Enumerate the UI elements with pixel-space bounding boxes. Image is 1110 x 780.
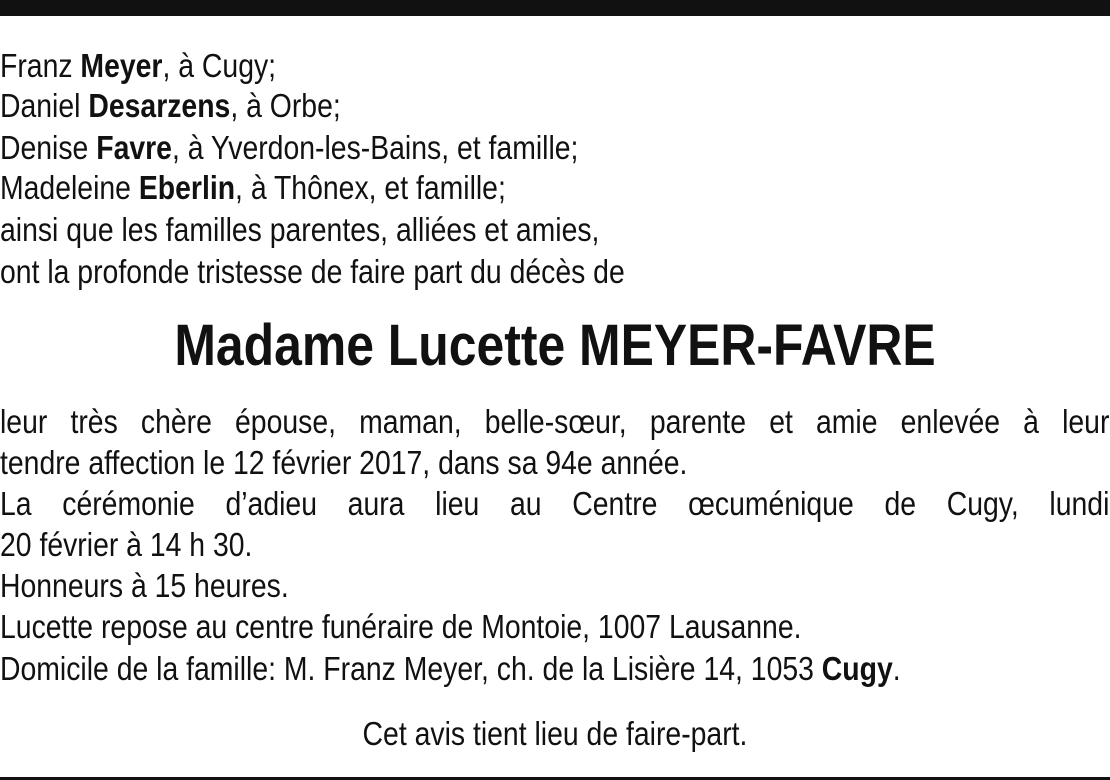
domicile-line [0, 649, 955, 689]
first-name: Daniel [0, 87, 81, 124]
domicile-text: Domicile de la famille: M. Franz Meyer, ch. de la Lisière 14, 1053 [0, 650, 822, 687]
location: , à Cugy; [162, 47, 277, 84]
body-line-5: Honneurs à 15 heures. [0, 567, 289, 604]
first-name: Madeleine [0, 169, 131, 206]
family-line-1 [0, 46, 955, 86]
last-name: Meyer [80, 47, 163, 84]
body-line-2: tendre affection le 12 février 2017, dans sa 94e année. [0, 444, 688, 481]
body-line-6: Lucette repose au centre funéraire de Montoie, 1007 Lausanne. [0, 608, 802, 645]
intro-line-2: ont la profonde tristesse de faire part du décès de [0, 253, 625, 290]
last-name: Desarzens [88, 87, 231, 124]
last-name: Favre [96, 129, 172, 166]
intro-line-1: ainsi que les familles parentes, alliées et amies, [0, 211, 600, 248]
deceased-name: Madame Lucette MEYER-FAVRE [174, 313, 936, 378]
location: , à Orbe; [230, 87, 341, 124]
family-line-2 [0, 86, 955, 126]
location: , à Thônex, et famille; [235, 169, 506, 206]
domicile-end: . [892, 650, 901, 687]
first-name: Denise [0, 129, 89, 166]
body-line-3: La cérémonie d’adieu aura lieu au Centre œcuménique de Cugy, lundi [0, 485, 1110, 522]
family-line-3 [0, 128, 955, 168]
top-border [0, 0, 1110, 16]
domicile-town: Cugy [821, 650, 893, 687]
location: , à Yverdon-les-Bains, et famille; [171, 129, 579, 166]
closing-note: Cet avis tient lieu de faire-part. [362, 715, 748, 752]
body-line-4: 20 février à 14 h 30. [0, 526, 253, 563]
body-line-1: leur très chère épouse, maman, belle-sœur, parente et amie enlevée à leur [0, 403, 1110, 440]
family-line-4 [0, 168, 955, 208]
last-name: Eberlin [138, 169, 236, 206]
first-name: Franz [0, 47, 73, 84]
